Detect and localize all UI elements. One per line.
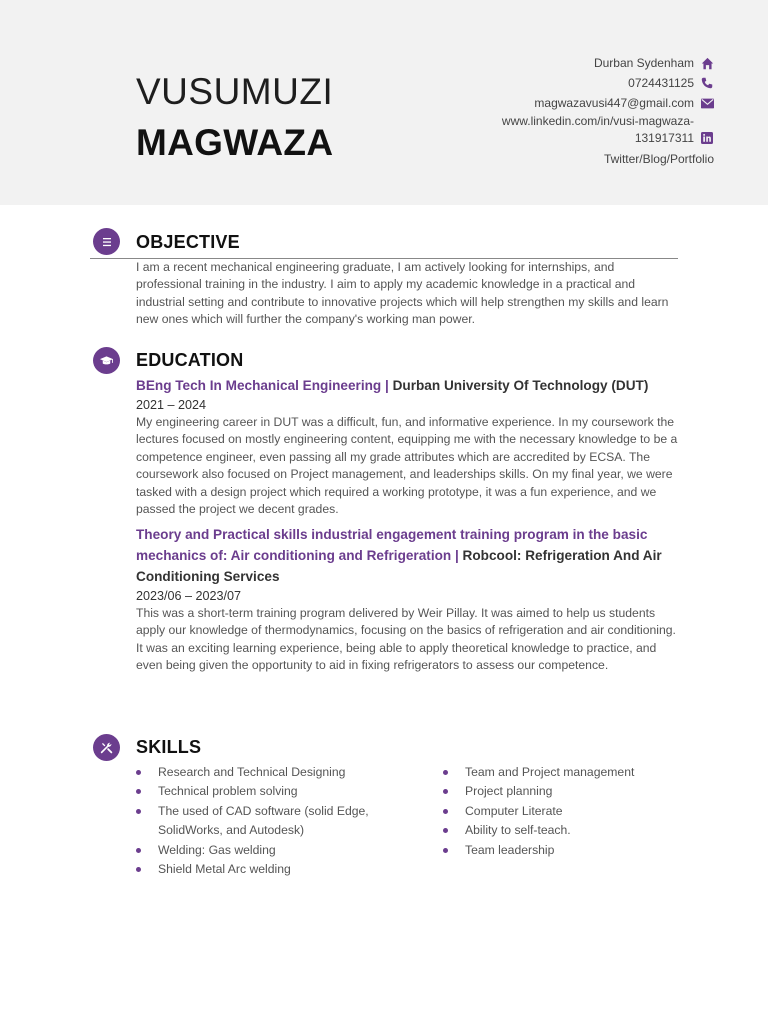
bullet-icon (443, 789, 448, 794)
bullet-icon (136, 789, 141, 794)
education-section (90, 347, 680, 697)
phone-text: 0724431125 (628, 75, 694, 90)
bullet-icon (443, 848, 448, 853)
education-title: EDUCATION (136, 350, 244, 370)
skills-list-left (136, 763, 396, 879)
list-item: Team leadership (443, 841, 683, 860)
list-item: Ability to self-teach. (443, 821, 683, 840)
bullet-icon (443, 828, 448, 833)
list-item: Welding: Gas welding (136, 841, 396, 860)
bullet-icon (136, 867, 141, 872)
resume-header (0, 0, 768, 205)
tools-icon (93, 734, 120, 761)
bullet-icon (443, 809, 448, 814)
institution-name: Robcool: Refrigeration And Air Conditioning Services (136, 548, 662, 584)
skills-title: SKILLS (136, 737, 202, 757)
list-item: Shield Metal Arc welding (136, 860, 396, 879)
graduation-cap-icon (93, 347, 120, 374)
bullet-icon (443, 770, 448, 775)
education-dates: 2021 – 2024 (136, 398, 207, 412)
linkedin-line-1: www.linkedin.com/in/vusi-magwaza- (501, 114, 694, 128)
linkedin-link[interactable] (502, 113, 694, 147)
envelope-icon (700, 96, 714, 110)
list-item: Project planning (443, 782, 683, 801)
bullet-icon (136, 848, 141, 853)
last-name: MAGWAZA (136, 122, 334, 163)
list-item: Research and Technical Designing (136, 763, 396, 782)
contact-extra (414, 149, 714, 169)
bullet-icon (136, 809, 141, 814)
objective-text: I am a recent mechanical engineering graduate, I am actively looking for internships, and professional training in the industry. I aim to apply my academic knowledge in a practical and industrial setting and contribute to innovative projects which will help strengthen my skills and learn new ones which will further the company's working man power. (136, 260, 669, 327)
education-description: This was a short-term training program delivered by Weir Pillay. It was aimed to help us students apply our knowledge of thermodynamics, focusing on the basics of refrigeration and air conditioning. It was an exciting learning experience, being able to apply theoretical knowledge to practice, and even being given the opportunity to aid in fixing refrigerators to assess our competence. (136, 606, 676, 673)
education-entry-1 (136, 375, 686, 518)
contact-location (414, 53, 714, 73)
education-entry-1-heading (136, 375, 686, 396)
bullet-icon (136, 770, 141, 775)
phone-icon (700, 76, 714, 90)
extra-links-text: Twitter/Blog/Portfolio (603, 151, 714, 166)
education-entry-2 (136, 524, 684, 675)
list-icon (93, 228, 120, 255)
objective-section (90, 228, 680, 338)
skills-list-right (443, 763, 683, 860)
list-item: Team and Project management (443, 763, 683, 782)
degree-title: BEng Tech In Mechanical Engineering | (136, 378, 389, 393)
institution-name: Durban University Of Technology (DUT) (388, 378, 649, 393)
education-dates: 2023/06 – 2023/07 (136, 589, 242, 603)
first-name: VUSUMUZI (136, 71, 334, 112)
education-entry-2-heading (136, 524, 684, 587)
linkedin-line-2: 131917311 (634, 131, 694, 145)
home-icon (700, 56, 714, 70)
list-item: The used of CAD software (solid Edge, SolidWorks, and Autodesk) (136, 802, 396, 841)
location-text: Durban Sydenham (593, 55, 694, 70)
objective-title: OBJECTIVE (136, 232, 240, 252)
training-title: Theory and Practical skills industrial engagement training program in the basic mechanics of: Air conditioning and Refrigeration | (136, 527, 648, 563)
list-item: Computer Literate (443, 802, 683, 821)
education-description: My engineering career in DUT was a difficult, fun, and informative experience. In my coursework the lectures focused on mostly engineering content, equipping me with the necessary knowledge to be a competence engineer, even passing all my grade attributes which are accredited by ECSA. The coursework also focused on Project management, and leaderships skills. On my final year, we were tasked with a design project which required a working prototype, it was a fun experience, and we passed the project we decent grades. (136, 415, 678, 517)
contact-email[interactable] (414, 93, 714, 113)
contact-phone (414, 73, 714, 93)
skills-section (90, 734, 680, 884)
contact-block (414, 53, 714, 169)
email-link[interactable]: magwazavusi447@gmail.com (534, 95, 694, 110)
list-item: Technical problem solving (136, 782, 396, 801)
linkedin-icon (700, 131, 714, 145)
contact-linkedin[interactable] (414, 113, 714, 147)
